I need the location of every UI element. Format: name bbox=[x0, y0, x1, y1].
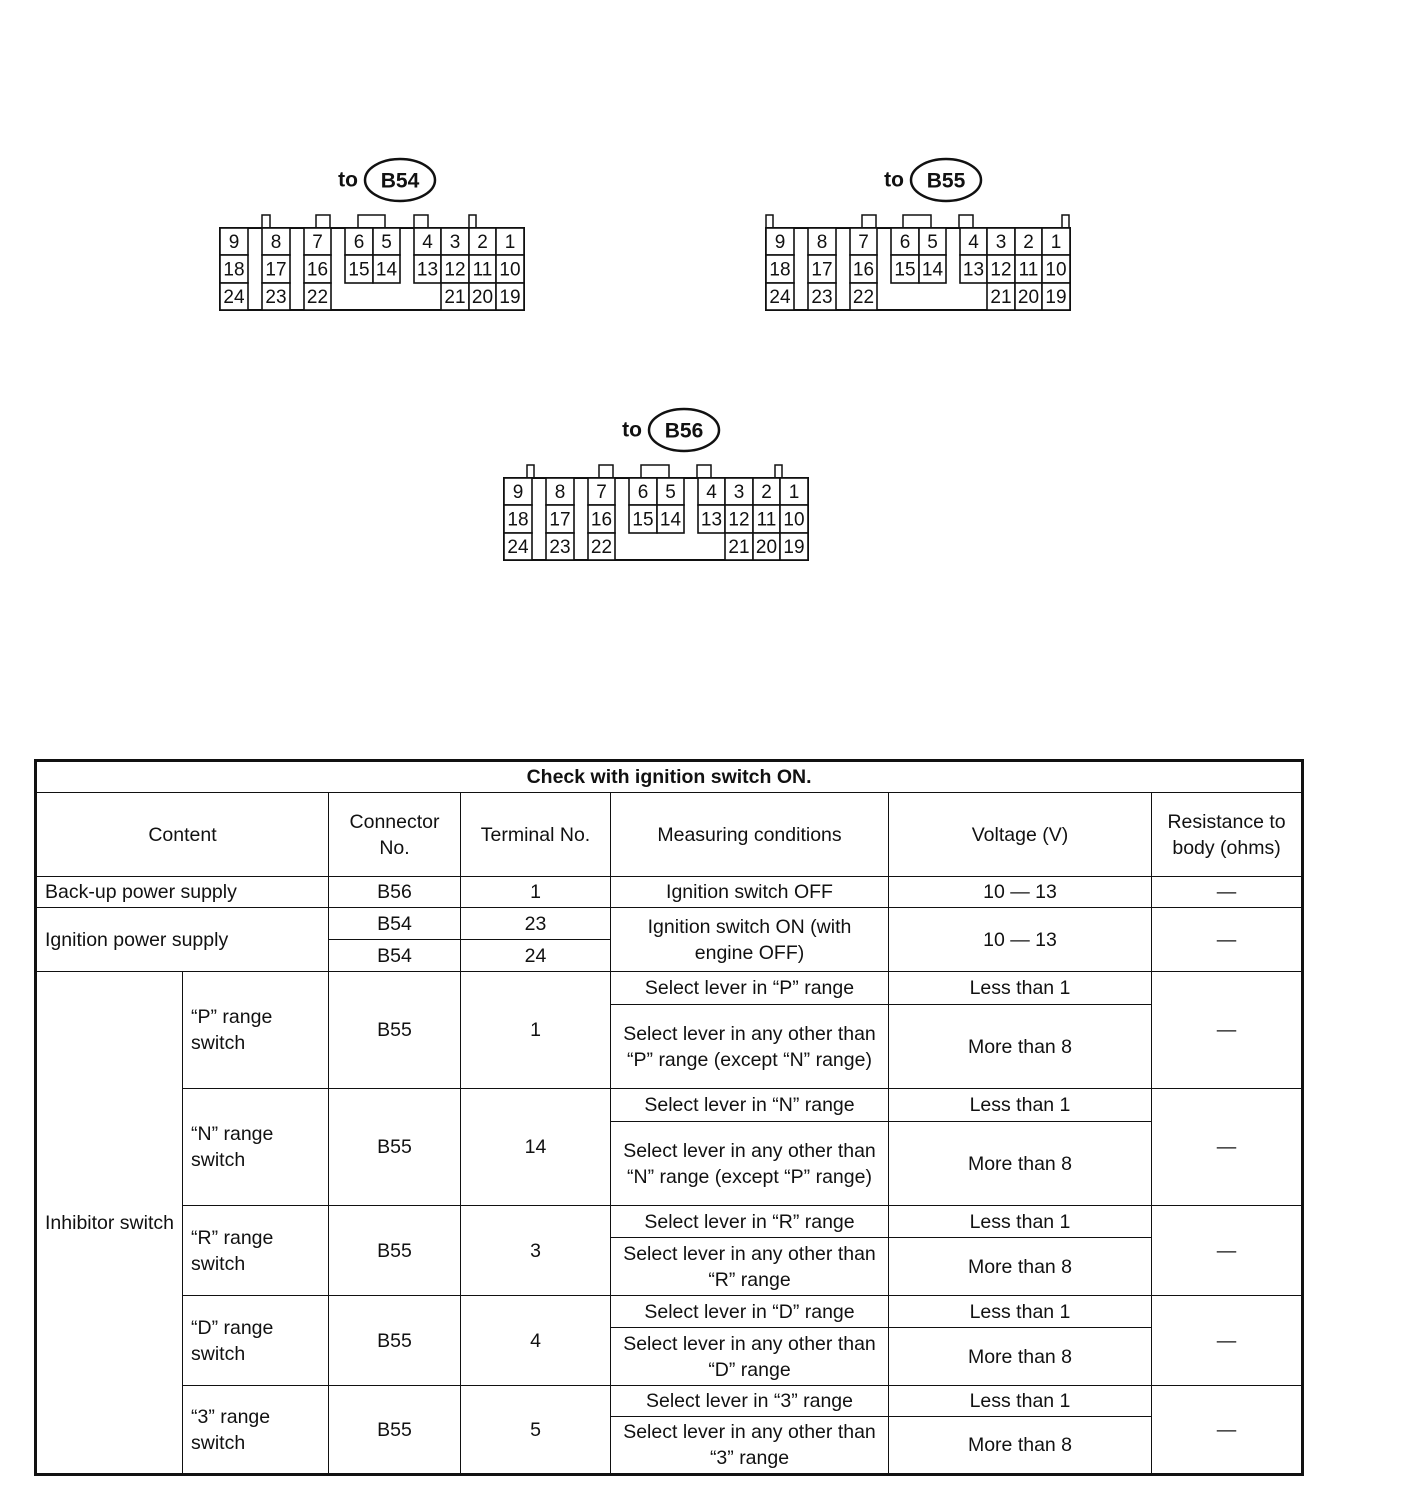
pin-number: 4 bbox=[422, 232, 433, 253]
connector-latch bbox=[469, 215, 476, 228]
pin-number: 1 bbox=[504, 232, 516, 253]
pin-number: 4 bbox=[968, 232, 979, 253]
pin-number: 8 bbox=[554, 482, 566, 503]
connector-latch bbox=[766, 215, 773, 228]
switch-name: “R” range switch bbox=[183, 1206, 329, 1296]
pin-number: 6 bbox=[353, 232, 365, 253]
switch-cond2: Select lever in any other than “N” range (except “P” range) bbox=[611, 1122, 889, 1206]
pin-number: 23 bbox=[265, 287, 287, 308]
switch-terminal: 5 bbox=[461, 1386, 611, 1475]
switch-resistance: — bbox=[1152, 1386, 1303, 1475]
switch-name: “3” range switch bbox=[183, 1386, 329, 1475]
table-row bbox=[36, 1386, 1303, 1417]
pin-number: 14 bbox=[921, 259, 944, 281]
switch-v1: Less than 1 bbox=[889, 1296, 1152, 1328]
switch-resistance: — bbox=[1152, 1089, 1303, 1206]
switch-v1: Less than 1 bbox=[889, 1386, 1152, 1417]
pin-number: 21 bbox=[728, 537, 750, 558]
pin-number: 9 bbox=[774, 232, 786, 253]
pin-number: 17 bbox=[811, 259, 833, 281]
connector-b56 bbox=[504, 409, 808, 560]
switch-terminal: 3 bbox=[461, 1206, 611, 1296]
pin-number: 1 bbox=[788, 482, 800, 503]
ignition-voltage: 10 — 13 bbox=[889, 908, 1152, 972]
pin-number: 24 bbox=[507, 537, 529, 558]
connector-latch bbox=[358, 215, 385, 228]
connector-latch bbox=[262, 215, 270, 228]
pin-number: 4 bbox=[706, 482, 717, 503]
pin-number: 16 bbox=[306, 259, 329, 281]
switch-connector: B55 bbox=[329, 1089, 461, 1206]
connector-latch bbox=[1062, 215, 1069, 228]
switch-connector: B55 bbox=[329, 972, 461, 1089]
switch-connector: B55 bbox=[329, 1206, 461, 1296]
pin-number: 12 bbox=[728, 509, 750, 531]
backup-content: Back-up power supply bbox=[36, 877, 329, 908]
switch-v1: Less than 1 bbox=[889, 1206, 1152, 1238]
switch-cond1: Select lever in “R” range bbox=[611, 1206, 889, 1238]
connector-latch bbox=[599, 465, 613, 478]
switch-v2: More than 8 bbox=[889, 1005, 1152, 1089]
switch-name: “P” range switch bbox=[183, 972, 329, 1089]
pin-number: 14 bbox=[659, 509, 682, 531]
ignition-terminal-2: 24 bbox=[461, 940, 611, 972]
pin-number: 17 bbox=[549, 509, 571, 531]
pin-number: 12 bbox=[444, 259, 466, 281]
connector-latch bbox=[641, 465, 669, 478]
ignition-resistance: — bbox=[1152, 908, 1303, 972]
header-connector: Connector No. bbox=[329, 793, 461, 877]
connector-b55 bbox=[766, 159, 1070, 310]
pin-number: 6 bbox=[637, 482, 649, 503]
pin-number: 10 bbox=[1045, 259, 1067, 281]
pin-number: 7 bbox=[596, 482, 607, 503]
switch-resistance: — bbox=[1152, 1206, 1303, 1296]
pin-number: 19 bbox=[499, 287, 521, 308]
connector-to-label: to bbox=[622, 418, 642, 442]
pin-number: 16 bbox=[852, 259, 875, 281]
connector-name: B54 bbox=[380, 169, 420, 193]
table-title: Check with ignition switch ON. bbox=[36, 761, 1303, 793]
inhibitor-content: Inhibitor switch bbox=[36, 972, 183, 1475]
pin-number: 11 bbox=[756, 509, 777, 531]
backup-connector: B56 bbox=[329, 877, 461, 908]
switch-cond2: Select lever in any other than “P” range (except “N” range) bbox=[611, 1005, 889, 1089]
pin-number: 22 bbox=[852, 287, 875, 308]
connector-name: B55 bbox=[926, 169, 966, 193]
pin-number: 15 bbox=[632, 509, 654, 531]
connector-latch bbox=[414, 215, 428, 228]
pin-number: 20 bbox=[755, 537, 778, 558]
ignition-content: Ignition power supply bbox=[36, 908, 329, 972]
pin-number: 15 bbox=[348, 259, 370, 281]
connector-latch bbox=[903, 215, 931, 228]
pin-number: 7 bbox=[858, 232, 869, 253]
ignition-connector-1: B54 bbox=[329, 908, 461, 940]
switch-terminal: 1 bbox=[461, 972, 611, 1089]
pin-number: 23 bbox=[549, 537, 571, 558]
pin-number: 24 bbox=[223, 287, 245, 308]
pin-number: 18 bbox=[223, 259, 245, 281]
switch-name: “N” range switch bbox=[183, 1089, 329, 1206]
connector-latch bbox=[959, 215, 973, 228]
pin-number: 10 bbox=[499, 259, 521, 281]
switch-cond1: Select lever in “P” range bbox=[611, 972, 889, 1005]
backup-terminal: 1 bbox=[461, 877, 611, 908]
connector-latch bbox=[527, 465, 534, 478]
backup-resistance: — bbox=[1152, 877, 1303, 908]
pin-number: 19 bbox=[783, 537, 805, 558]
pin-number: 6 bbox=[899, 232, 911, 253]
pin-number: 3 bbox=[449, 232, 461, 253]
pin-number: 5 bbox=[927, 232, 938, 253]
pin-number: 1 bbox=[1050, 232, 1062, 253]
pin-number: 2 bbox=[761, 482, 772, 503]
switch-connector: B55 bbox=[329, 1386, 461, 1475]
pin-number: 21 bbox=[444, 287, 466, 308]
switch-terminal: 4 bbox=[461, 1296, 611, 1386]
pin-number: 9 bbox=[228, 232, 240, 253]
connector-latch bbox=[697, 465, 711, 478]
switch-v2: More than 8 bbox=[889, 1417, 1152, 1475]
switch-v2: More than 8 bbox=[889, 1328, 1152, 1386]
pin-number: 2 bbox=[477, 232, 488, 253]
switch-connector: B55 bbox=[329, 1296, 461, 1386]
switch-name: “D” range switch bbox=[183, 1296, 329, 1386]
pin-number: 13 bbox=[416, 259, 439, 281]
switch-cond2: Select lever in any other than “D” range bbox=[611, 1328, 889, 1386]
connector-b54 bbox=[220, 159, 524, 310]
pin-number: 14 bbox=[375, 259, 398, 281]
pin-number: 9 bbox=[512, 482, 524, 503]
connector-latch bbox=[316, 215, 330, 228]
pin-number: 19 bbox=[1045, 287, 1067, 308]
pin-number: 20 bbox=[471, 287, 494, 308]
header-terminal: Terminal No. bbox=[461, 793, 611, 877]
switch-v1: Less than 1 bbox=[889, 1089, 1152, 1122]
switch-v1: Less than 1 bbox=[889, 972, 1152, 1005]
pin-number: 22 bbox=[306, 287, 329, 308]
table-row bbox=[36, 908, 1303, 940]
switch-terminal: 14 bbox=[461, 1089, 611, 1206]
switch-resistance: — bbox=[1152, 1296, 1303, 1386]
pin-number: 10 bbox=[783, 509, 805, 531]
pin-number: 16 bbox=[590, 509, 613, 531]
pin-number: 11 bbox=[1018, 259, 1039, 281]
pin-number: 5 bbox=[665, 482, 676, 503]
pin-number: 23 bbox=[811, 287, 833, 308]
table-row bbox=[36, 1089, 1303, 1122]
ignition-connector-2: B54 bbox=[329, 940, 461, 972]
switch-cond2: Select lever in any other than “3” range bbox=[611, 1417, 889, 1475]
switch-resistance: — bbox=[1152, 972, 1303, 1089]
pin-number: 8 bbox=[270, 232, 282, 253]
header-resistance: Resistance to body (ohms) bbox=[1152, 793, 1303, 877]
header-content: Content bbox=[36, 793, 329, 877]
pin-number: 18 bbox=[769, 259, 791, 281]
connector-name: B56 bbox=[664, 419, 704, 443]
pin-number: 13 bbox=[700, 509, 723, 531]
pin-number: 24 bbox=[769, 287, 791, 308]
connector-diagram bbox=[0, 0, 1408, 600]
backup-voltage: 10 — 13 bbox=[889, 877, 1152, 908]
pin-number: 3 bbox=[733, 482, 745, 503]
switch-cond1: Select lever in “3” range bbox=[611, 1386, 889, 1417]
connector-to-label: to bbox=[338, 168, 358, 192]
connector-latch bbox=[862, 215, 876, 228]
switch-cond1: Select lever in “D” range bbox=[611, 1296, 889, 1328]
header-conditions: Measuring conditions bbox=[611, 793, 889, 877]
ignition-condition: Ignition switch ON (with engine OFF) bbox=[611, 908, 889, 972]
connector-latch bbox=[775, 465, 782, 478]
ignition-terminal-1: 23 bbox=[461, 908, 611, 940]
pin-number: 21 bbox=[990, 287, 1012, 308]
backup-condition: Ignition switch OFF bbox=[611, 877, 889, 908]
pin-number: 22 bbox=[590, 537, 613, 558]
pin-number: 5 bbox=[381, 232, 392, 253]
table-row bbox=[36, 1296, 1303, 1328]
pin-number: 17 bbox=[265, 259, 287, 281]
pin-number: 7 bbox=[312, 232, 323, 253]
table-row bbox=[36, 877, 1303, 908]
table-row bbox=[36, 972, 1303, 1005]
switch-v2: More than 8 bbox=[889, 1122, 1152, 1206]
pin-number: 3 bbox=[995, 232, 1007, 253]
pin-number: 20 bbox=[1017, 287, 1040, 308]
switch-cond1: Select lever in “N” range bbox=[611, 1089, 889, 1122]
switch-v2: More than 8 bbox=[889, 1238, 1152, 1296]
pin-number: 12 bbox=[990, 259, 1012, 281]
table-row bbox=[36, 1206, 1303, 1238]
header-voltage: Voltage (V) bbox=[889, 793, 1152, 877]
switch-cond2: Select lever in any other than “R” range bbox=[611, 1238, 889, 1296]
pin-number: 18 bbox=[507, 509, 529, 531]
pin-number: 15 bbox=[894, 259, 916, 281]
pin-number: 11 bbox=[472, 259, 493, 281]
pin-number: 13 bbox=[962, 259, 985, 281]
pin-number: 2 bbox=[1023, 232, 1034, 253]
connector-to-label: to bbox=[884, 168, 904, 192]
pin-number: 8 bbox=[816, 232, 828, 253]
check-table bbox=[34, 759, 1304, 1476]
